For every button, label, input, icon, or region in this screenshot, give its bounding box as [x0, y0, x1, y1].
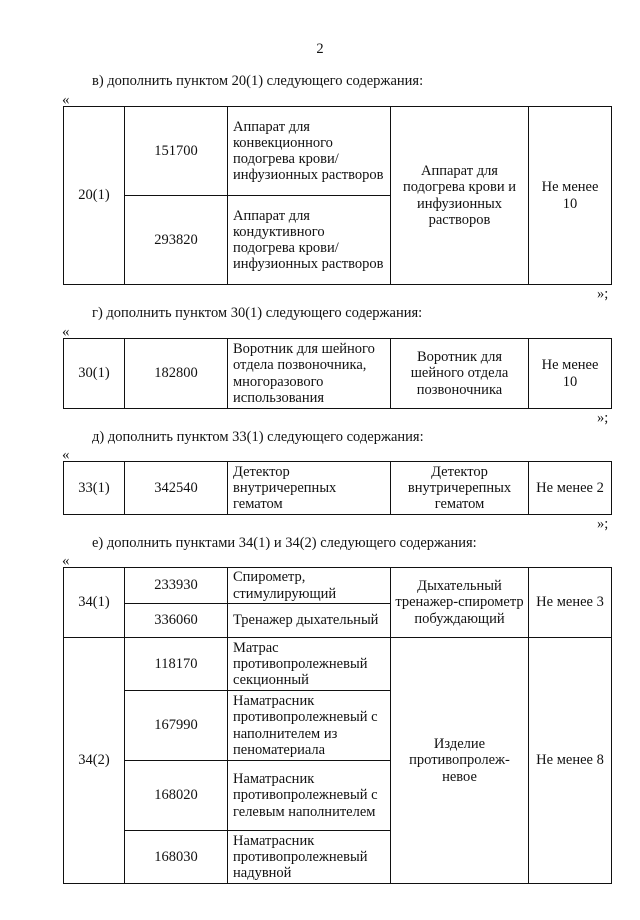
quantity: Не менее 8: [529, 638, 612, 884]
section-intro-d: д) дополнить пунктом 33(1) следующего содержания:: [92, 429, 424, 445]
item-code: 168020: [125, 761, 228, 831]
section-intro-g: г) дополнить пунктом 30(1) следующего содержания:: [92, 305, 423, 321]
item-number: 34(2): [64, 638, 125, 884]
opening-quote: «: [62, 553, 70, 569]
item-code: 336060: [125, 604, 228, 638]
table-section-v: [63, 106, 612, 285]
item-name: Матрас противопролежневый секционный: [228, 638, 391, 691]
device-type: Дыхательный тренажер-спирометр побуждающий: [391, 568, 529, 638]
item-name: Детектор внутричерепных гематом: [228, 462, 391, 515]
item-code: 118170: [125, 638, 228, 691]
closing-quote: »;: [597, 286, 609, 302]
quantity: Не менее 10: [529, 339, 612, 409]
item-name: Аппарат для конвекционного подогрева крови/инфузионных растворов: [228, 107, 391, 196]
closing-quote: »;: [597, 410, 609, 426]
item-name: Наматрасник противопролежневый надувной: [228, 831, 391, 884]
opening-quote: «: [62, 92, 70, 108]
item-code: 293820: [125, 196, 228, 285]
quantity: Не менее 10: [529, 107, 612, 285]
item-number: 34(1): [64, 568, 125, 638]
table-row: [64, 107, 612, 196]
quantity: Не менее 3: [529, 568, 612, 638]
device-type: Детектор внутричерепных гематом: [391, 462, 529, 515]
table-row: [64, 638, 612, 691]
device-type: Воротник для шейного отдела позвоночника: [391, 339, 529, 409]
item-name: Воротник для шейного отдела позвоночника, многоразового использования: [228, 339, 391, 409]
section-intro-v: в) дополнить пунктом 20(1) следующего содержания:: [92, 73, 424, 89]
table-row: [64, 462, 612, 515]
item-code: 342540: [125, 462, 228, 515]
item-code: 167990: [125, 691, 228, 761]
item-number: 30(1): [64, 339, 125, 409]
section-intro-e: е) дополнить пунктами 34(1) и 34(2) следующего содержания:: [92, 535, 477, 551]
table-row: [64, 339, 612, 409]
table-section-g: [63, 338, 612, 409]
item-code: 233930: [125, 568, 228, 604]
item-name: Тренажер дыхательный: [228, 604, 391, 638]
item-code: 182800: [125, 339, 228, 409]
device-type: Изделие противопролеж-невое: [391, 638, 529, 884]
item-number: 33(1): [64, 462, 125, 515]
table-section-d: [63, 461, 612, 515]
item-code: 168030: [125, 831, 228, 884]
closing-quote: »;: [597, 516, 609, 532]
item-name: Наматрасник противопролежневый с наполнителем из пеноматериала: [228, 691, 391, 761]
opening-quote: «: [62, 447, 70, 463]
table-section-e: [63, 567, 612, 884]
item-name: Аппарат для кондуктивного подогрева крови/инфузионных растворов: [228, 196, 391, 285]
page-number: 2: [316, 41, 324, 57]
item-code: 151700: [125, 107, 228, 196]
item-name: Наматрасник противопролежневый с гелевым наполнителем: [228, 761, 391, 831]
opening-quote: «: [62, 324, 70, 340]
item-number: 20(1): [64, 107, 125, 285]
item-name: Спирометр, стимулирующий: [228, 568, 391, 604]
device-type: Аппарат для подогрева крови и инфузионных растворов: [391, 107, 529, 285]
quantity: Не менее 2: [529, 462, 612, 515]
table-row: [64, 568, 612, 604]
